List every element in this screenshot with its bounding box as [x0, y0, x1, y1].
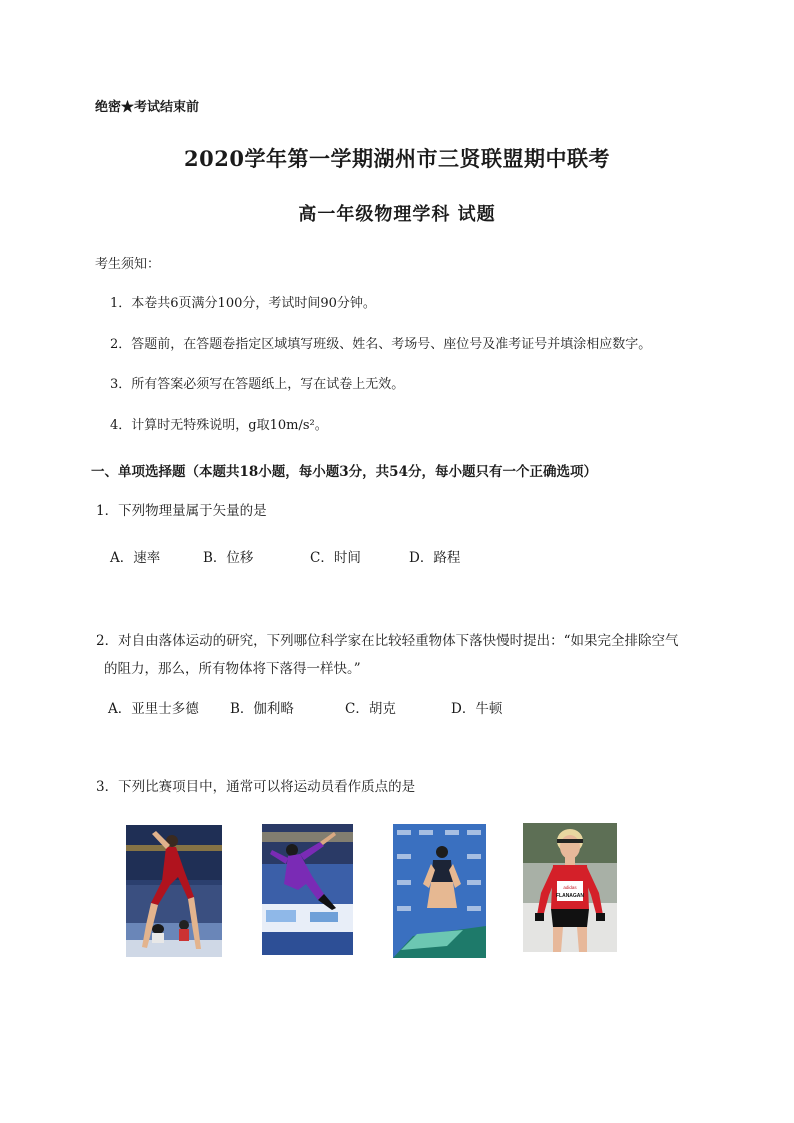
question-2-stem-line2: 的阻力，那么，所有物体将下落得一样快。”: [104, 661, 361, 677]
question-1-option-a: A．速率: [110, 550, 161, 566]
bib-brand-text: adidas: [563, 885, 577, 890]
notice-rule-3: 3．所有答案必须写在答题纸上，写在试卷上无效。: [110, 377, 405, 392]
exam-title: 2020学年第一学期湖州市三贤联盟期中联考: [184, 146, 610, 171]
exam-subtitle: 高一年级物理学科 试题: [298, 204, 496, 225]
secret-label: 绝密★考试结束前: [95, 100, 200, 115]
notice-rule-1: 1．本卷共6页满分100分，考试时间90分钟。: [110, 296, 376, 311]
question-2-option-c: C．胡克: [345, 701, 396, 717]
question-3-stem: 3．下列比赛项目中，通常可以将运动员看作质点的是: [96, 779, 416, 795]
question-1-option-d: D．路程: [409, 550, 461, 566]
notice-rule-4: 4．计算时无特殊说明，g取10m/s²。: [110, 418, 328, 433]
martial-arts-photo: [262, 824, 353, 955]
question-1-option-b: B．位移: [203, 550, 254, 566]
question-2-option-a: A．亚里士多德: [108, 701, 199, 717]
question-2-stem-line1: 2．对自由落体运动的研究，下列哪位科学家在比较轻重物体下落快慢时提出：“如果完全排除空气: [96, 633, 679, 649]
section-heading: 一、单项选择题（本题共18小题，每小题3分，共54分，每小题只有一个正确选项）: [91, 464, 597, 480]
marathon-runner-photo: [523, 823, 617, 952]
question-2-option-d: D．牛顿: [451, 701, 503, 717]
question-1-stem: 1．下列物理量属于矢量的是: [96, 503, 267, 519]
notice-heading: 考生须知：: [95, 257, 161, 272]
diving-photo: [393, 824, 486, 958]
notice-rule-2: 2．答题前，在答题卷指定区域填写班级、姓名、考场号、座位号及准考证号并填涂相应数字。: [110, 337, 652, 352]
question-2-option-b: B．伽利略: [230, 701, 294, 717]
question-1-option-c: C．时间: [310, 550, 361, 566]
bib-name-text: FLANAGAN: [555, 893, 585, 899]
gymnastics-photo: [126, 825, 222, 957]
